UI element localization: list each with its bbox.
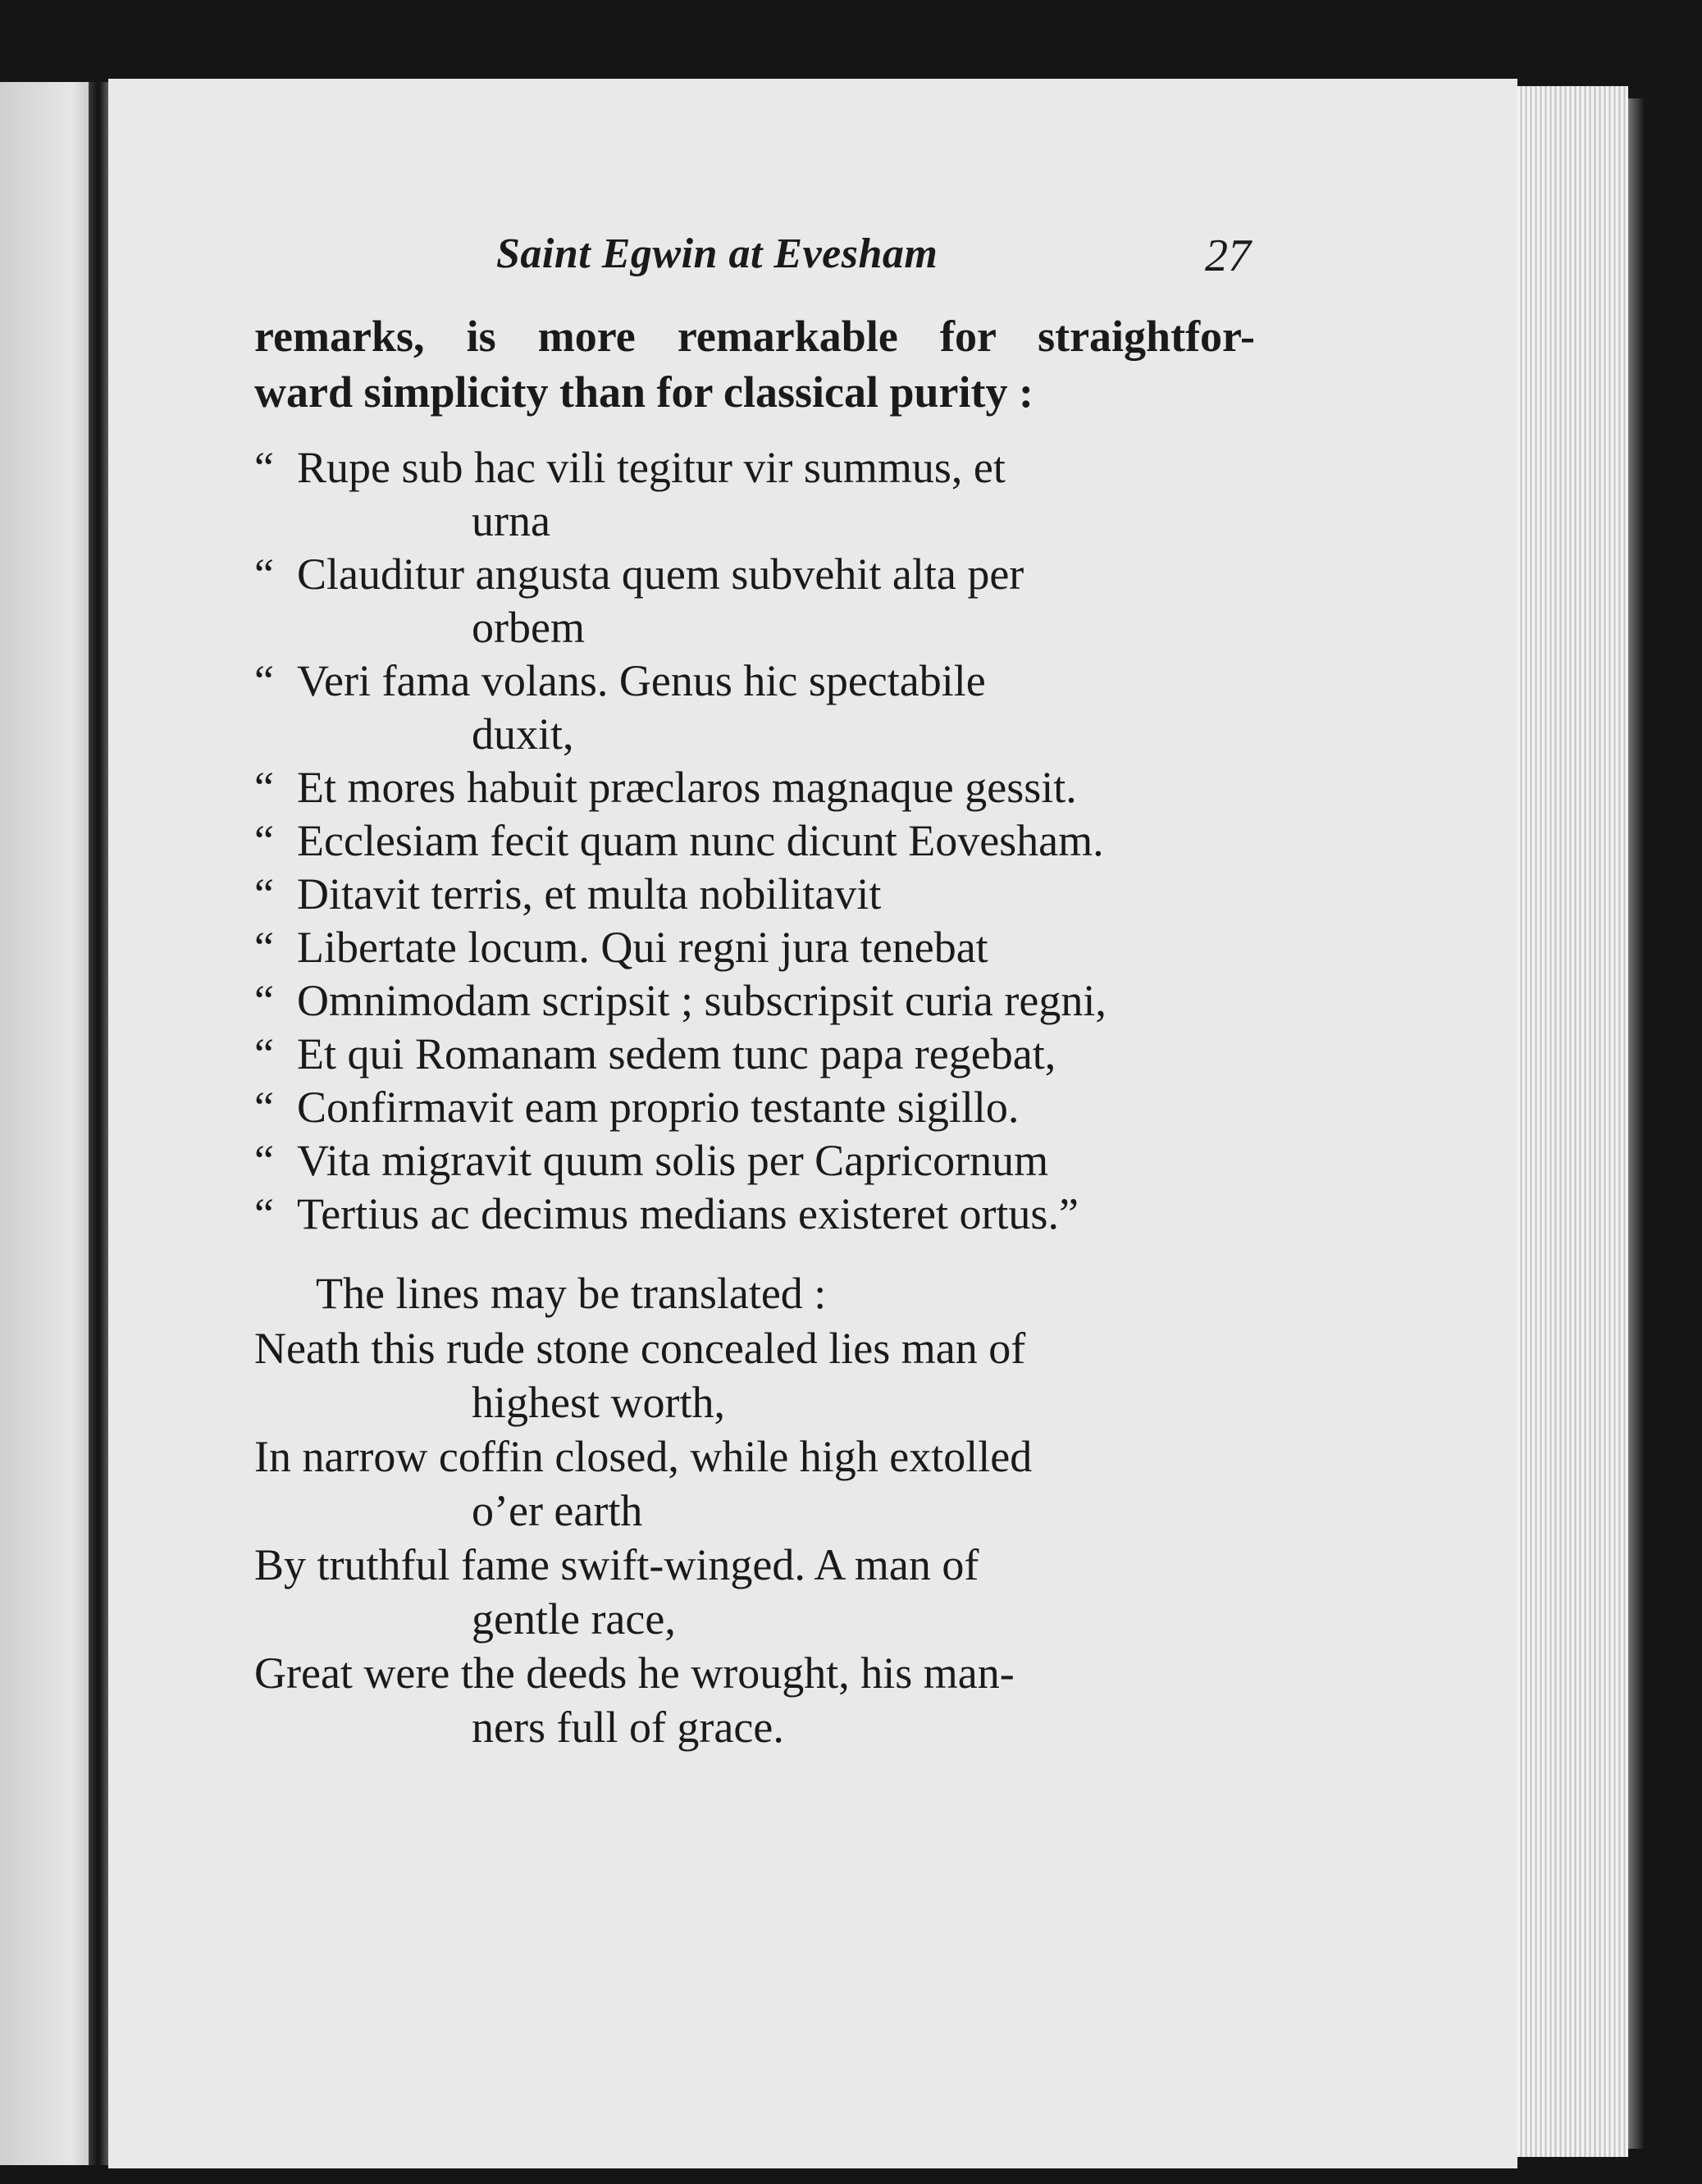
verse-text: Et mores habuit præclaros magnaque gessit.: [297, 763, 1077, 812]
running-head: [254, 230, 1255, 308]
verse-continuation: duxit,: [472, 709, 574, 759]
book-gutter: [89, 82, 108, 2165]
verse-text: Confirmavit eam proprio testante sigillo.: [297, 1083, 1020, 1132]
open-quote: “: [254, 1189, 274, 1238]
open-quote: “: [254, 656, 274, 705]
page-number: 27: [1205, 230, 1251, 281]
open-quote: “: [254, 1136, 274, 1185]
verse-line: [254, 814, 1255, 868]
verse-line: [254, 441, 1255, 548]
open-quote: “: [254, 869, 274, 919]
verse-line: [254, 1081, 1255, 1134]
fore-edge-shadow: [1628, 98, 1645, 2149]
verse-text: Ecclesiam fecit quam nunc dicunt Eovesham.: [297, 816, 1104, 865]
translation-text: By truthful fame swift-winged. A man of: [254, 1540, 979, 1589]
verse-text: Vita migravit quum solis per Capricornum: [297, 1136, 1049, 1185]
left-page-edge: [0, 82, 103, 2165]
verse-text: Libertate locum. Qui regni jura tenebat: [297, 923, 988, 972]
open-quote: “: [254, 923, 274, 972]
verse-text: Ditavit terris, et multa nobilitavit: [297, 869, 882, 919]
verse-text: Clauditur angusta quem subvehit alta per: [297, 549, 1024, 599]
verse-line: [254, 974, 1255, 1028]
verse-line: [254, 548, 1255, 654]
page-fore-edge: [1517, 86, 1628, 2157]
translation-text: In narrow coffin closed, while high extolled: [254, 1432, 1033, 1481]
verse-line: [254, 761, 1255, 814]
translation-continuation: o’er earth: [472, 1486, 643, 1535]
intro-paragraph: [254, 308, 1255, 420]
verse-line: [254, 1134, 1255, 1188]
open-quote: “: [254, 976, 274, 1025]
verse-continuation: urna: [472, 496, 550, 545]
open-quote: “: [254, 763, 274, 812]
translation-line: [254, 1429, 1255, 1538]
translation-line: [254, 1321, 1255, 1429]
latin-verse: [254, 441, 1255, 1241]
intro-line-2: ward simplicity than for classical purity :: [254, 367, 1034, 417]
open-quote: “: [254, 549, 274, 599]
verse-text: Omnimodam scripsit ; subscripsit curia regni,: [297, 976, 1107, 1025]
verse-line: [254, 1028, 1255, 1081]
text-block: [254, 230, 1255, 1754]
translation-text: Neath this rude stone concealed lies man of: [254, 1324, 1026, 1373]
open-quote: “: [254, 1083, 274, 1132]
verse-text: Et qui Romanam sedem tunc papa regebat,: [297, 1029, 1056, 1078]
open-quote: “: [254, 443, 274, 492]
verse-text: Rupe sub hac vili tegitur vir summus, et: [297, 443, 1006, 492]
verse-line: [254, 1188, 1255, 1241]
translation-continuation: gentle race,: [472, 1594, 676, 1644]
translation-line: [254, 1538, 1255, 1646]
verse-text: Veri fama volans. Genus hic spectabile: [297, 656, 986, 705]
translation-line: [254, 1646, 1255, 1754]
english-translation: [254, 1321, 1255, 1754]
open-quote: “: [254, 1029, 274, 1078]
verse-continuation: orbem: [472, 603, 585, 652]
verse-line: [254, 868, 1255, 921]
translation-continuation: highest worth,: [472, 1378, 725, 1427]
translation-lead: The lines may be translated :: [316, 1269, 827, 1318]
translation-text: Great were the deeds he wrought, his man-: [254, 1648, 1015, 1698]
open-quote: “: [254, 816, 274, 865]
verse-line: [254, 654, 1255, 761]
verse-text: Tertius ac decimus medians existeret ortus.”: [297, 1189, 1079, 1238]
verse-line: [254, 921, 1255, 974]
translation-continuation: ners full of grace.: [472, 1703, 784, 1752]
running-head-title: Saint Egwin at Evesham: [496, 230, 938, 277]
intro-line-1: remarks, is more remarkable for straightfor-: [254, 312, 1255, 361]
